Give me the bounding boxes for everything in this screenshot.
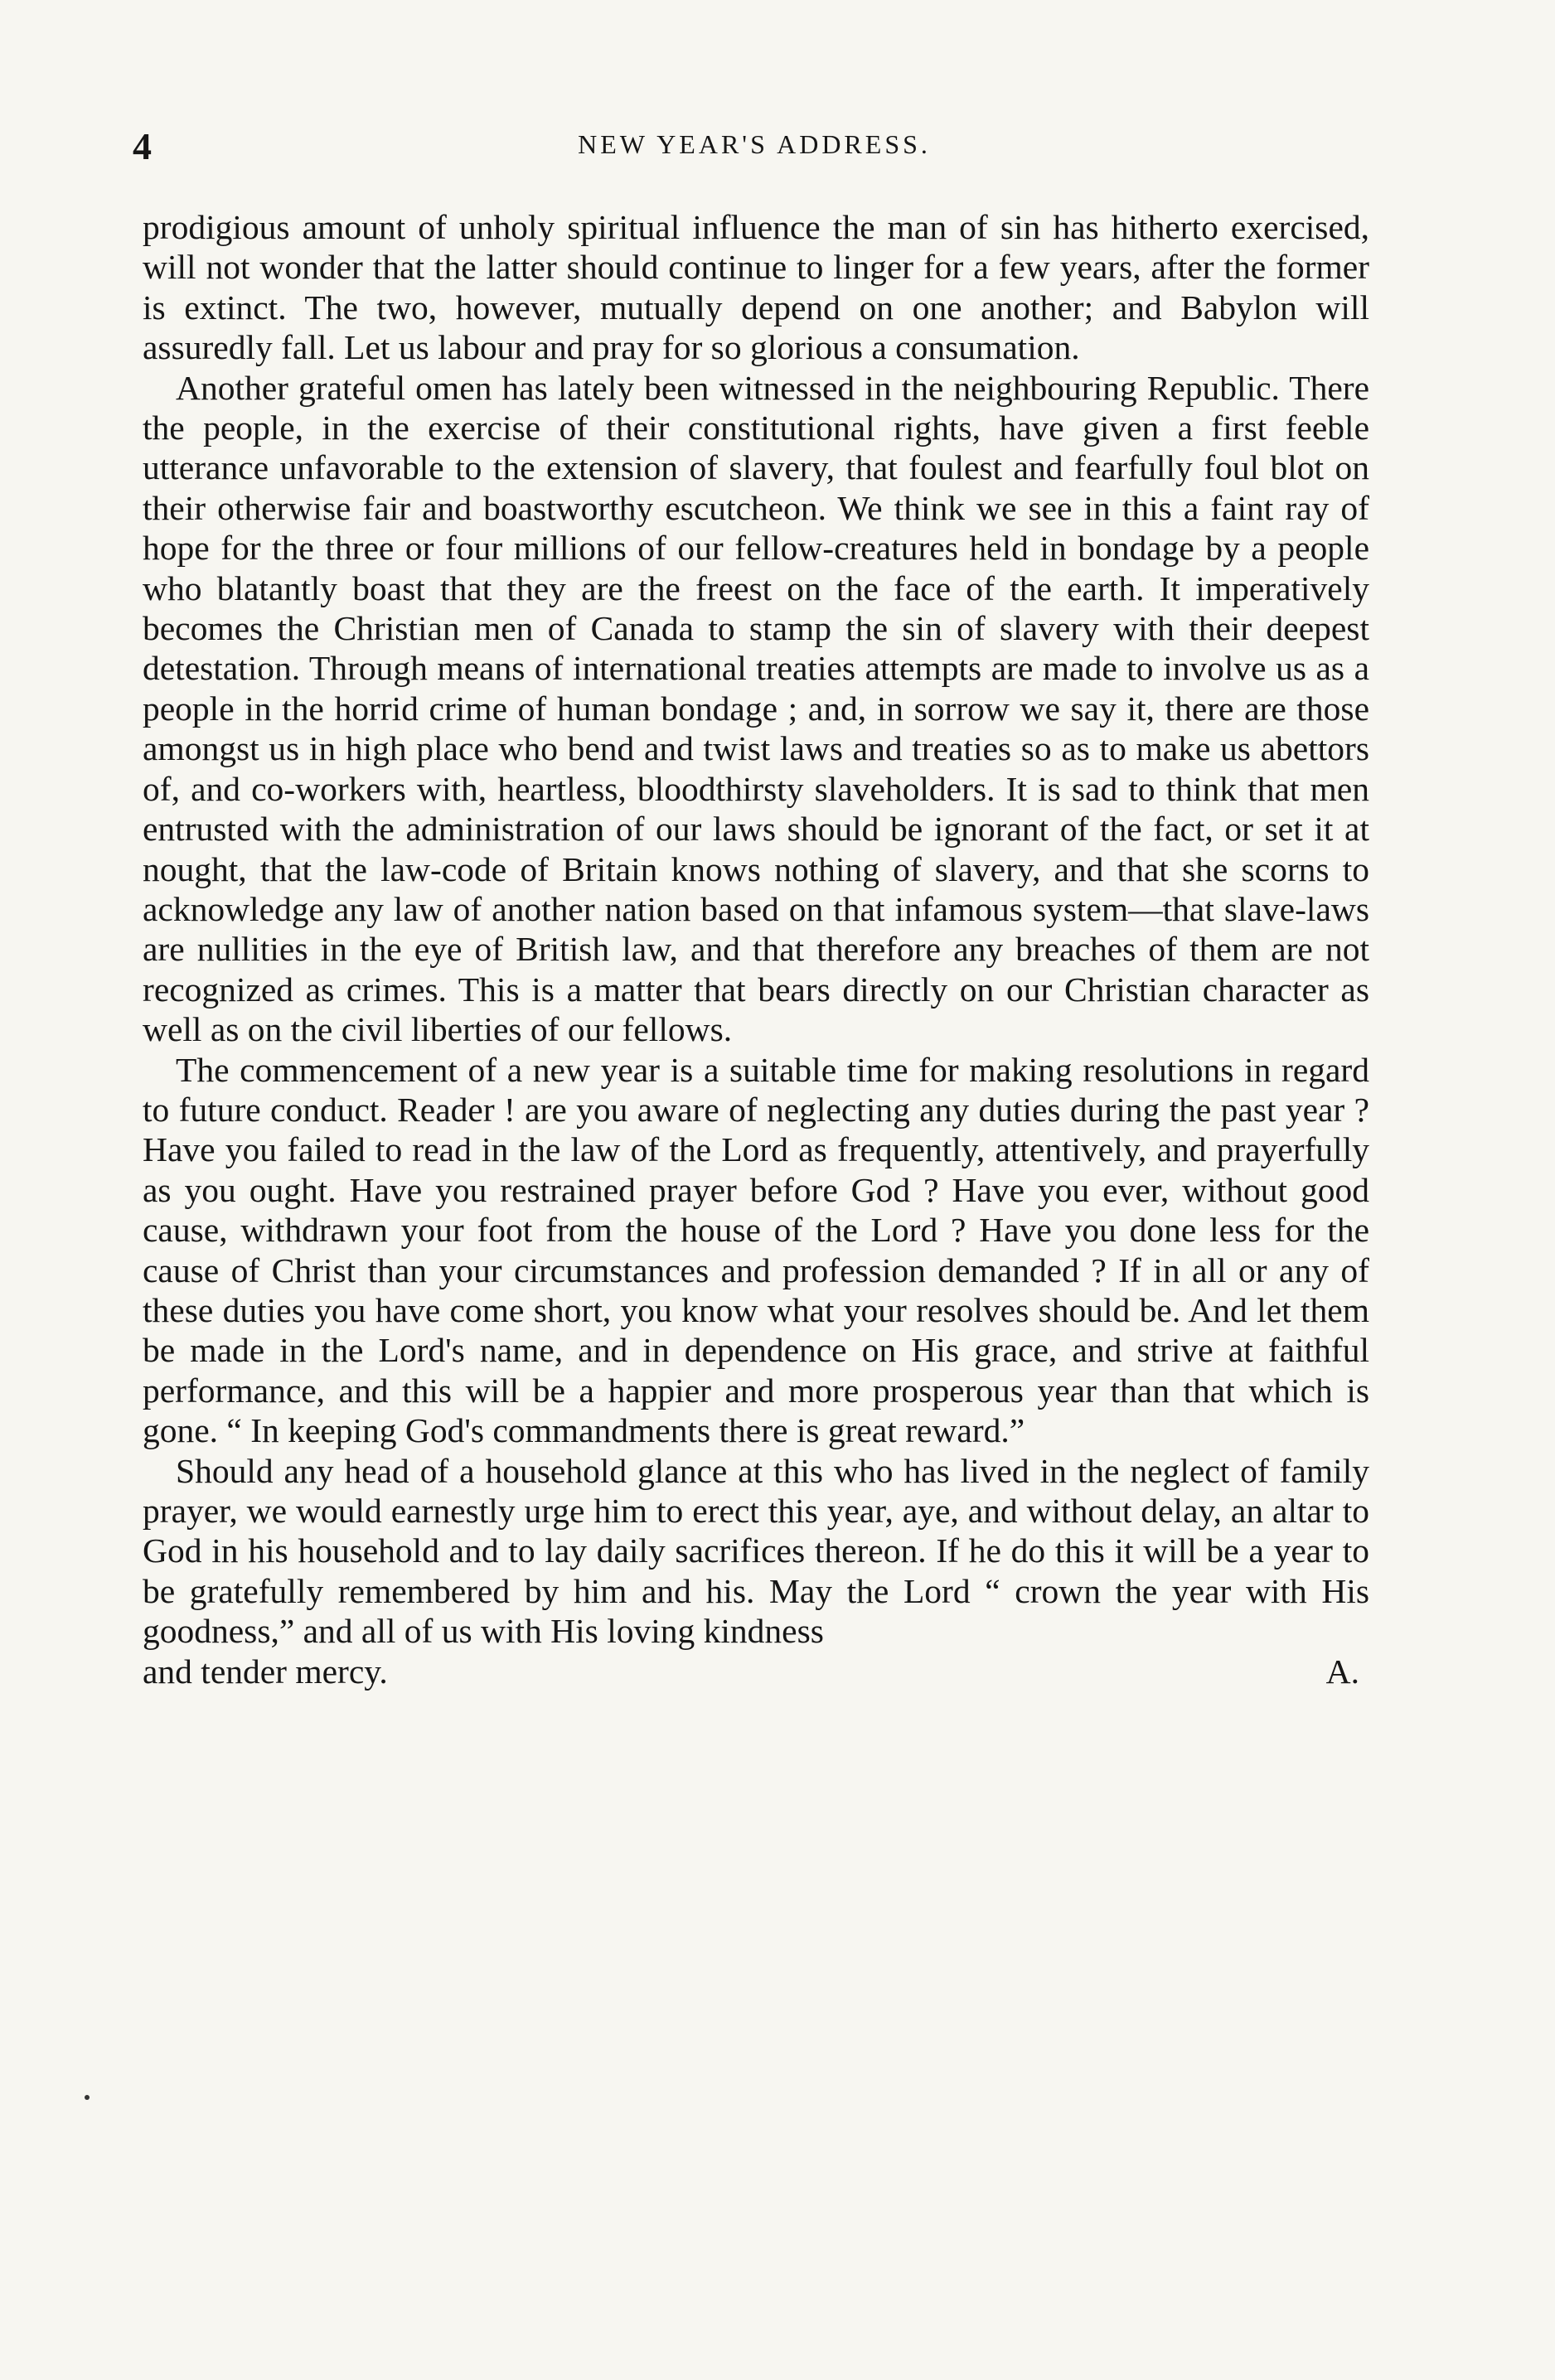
paragraph-family-prayer: Should any head of a household glance at this who has lived in the neglect of family prayer, we would earnestly urge him to erect this year, aye, and without delay, an altar to God in his household and to lay daily sacrifices thereon. If he do this it will be a year to be gratefully remembered by him and his. May the Lord “ crown the year with His goodness,” and all of us with His loving kindness [143,1451,1369,1651]
closing-line: and tender mercy. [143,1652,388,1691]
ink-speck [85,2095,90,2100]
paragraph-slavery: Another grateful omen has lately been witnessed in the neighbouring Republic. There the people, in the exercise of their constitutional rights, have given a first feeble utterance unfavorable to the extension of slavery, that foulest and fearfully foul blot on their otherwise fair and boastworthy escutcheon. We think we see in this a faint ray of hope for the three or four millions of our fellow-creatures held in bondage by a people who blatantly boast that they are the freest on the face of the earth. It imperatively becomes the Christian men of Canada to stamp the sin of slavery with their deepest detestation. Through means of international treaties attempts are made to involve us as a people in the horrid crime of human bondage ; and, in sorrow we say it, there are those amongst us in high place who bend and twist laws and treaties so as to make us abettors of, and co-workers with, heartless, bloodthirsty slaveholders. It is sad to think that men entrusted with the administration of our laws should be ignorant of the fact, or set it at nought, that the law-code of Britain knows nothing of slavery, and that she scorns to acknowledge any law of another nation based on that infamous system—that slave-laws are nullities in the eye of British law, and that therefore any breaches of them are not recognized as crimes. This is a matter that bears directly on our Christian character as well as on the civil liberties of our fellows. [143,368,1369,1049]
paragraph-continuation: prodigious amount of unholy spiritual influence the man of sin has hitherto exercised, will not wonder that the latter should continue to linger for a few years, after the former is extinct. The two, however, mutually depend on one another; and Babylon will assuredly fall. Let us labour and pray for so glorious a consumation. [143,208,1369,367]
page-number: 4 [133,125,153,167]
author-signature: A. [1325,1652,1359,1691]
signoff-row [143,1652,1369,1691]
paragraph-resolutions: The commencement of a new year is a suitable time for making resolutions in regard to future conduct. Reader ! are you aware of neglecting any duties during the past year ? Have you failed to read in the law of the Lord as frequently, attentively, and prayerfully as you ought. Have you restrained prayer before God ? Have you ever, without good cause, withdrawn your foot from the house of the Lord ? Have you done less for the cause of Christ than your circumstances and profession demanded ? If in all or any of these duties you have come short, you know what your resolves should be. And let them be made in the Lord's name, and in dependence on His grace, and strive at faithful performance, and this will be a happier and more prosperous year than that which is gone. “ In keeping God's commandments there is great reward.” [143,1050,1369,1450]
running-head: NEW YEAR'S ADDRESS. [578,129,931,159]
page-header [133,124,1376,174]
body-text [143,207,1369,1691]
